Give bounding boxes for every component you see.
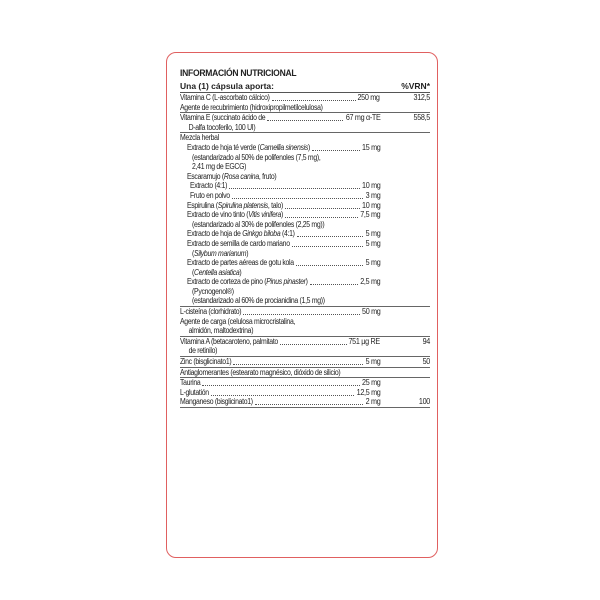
nutrient-amount: 250 mg: [357, 93, 380, 102]
dotted-leader: [202, 385, 359, 386]
nutrient-rows: [180, 93, 430, 408]
nutrient-name-continuation: almidón, maltodextrina): [188, 326, 254, 336]
nutrient-name-continuation: (estandarizado al 30% de polifenoles (2,25 mg)): [192, 219, 325, 229]
nutrient-name: Zinc (bisglicinato1): [180, 357, 232, 367]
nutrient-name-continuation: (Silybum marianum): [192, 248, 249, 258]
nutrient-row-mang: [180, 397, 430, 408]
nutrient-row-zinc: [180, 357, 430, 368]
serving-header: Una (1) cápsula aporta:: [180, 81, 274, 91]
nutrient-row-bulk: [180, 317, 430, 337]
nutrient-row-rose: [180, 172, 430, 182]
nutrient-name: Vitamina C (L-ascorbato cálcico): [180, 93, 270, 102]
nutrient-name: Extracto de hoja té verde (Camellia sinensis): [187, 142, 310, 152]
dotted-leader: [296, 265, 364, 266]
dotted-leader: [280, 344, 347, 345]
nutrient-amount: 5 mg: [365, 229, 380, 239]
nutrient-name: Vitamina E (succinato ácido de: [180, 113, 266, 123]
nutrient-name: Extracto de partes aéreas de gotu kola: [187, 258, 294, 268]
nutrient-name-continuation: D-alfa tocoferilo, 100 UI): [188, 122, 256, 132]
nutrient-name-continuation: (estandarizado al 60% de procianidina (1,5 mg)): [192, 296, 325, 306]
nutrient-vrn: 94: [422, 336, 430, 346]
dotted-leader: [285, 217, 358, 218]
nutrient-vrn: 558,5: [413, 113, 430, 123]
nutrient-amount: 7,5 mg: [359, 210, 380, 220]
nutrient-row-anti: [180, 368, 430, 379]
nutrient-amount: 10 mg: [361, 181, 380, 191]
dotted-leader: [232, 198, 363, 199]
nutrient-row-spir: [180, 201, 430, 211]
nutrient-name: Vitamina A (betacaroteno, palmitato: [180, 336, 278, 346]
nutrient-amount: 10 mg: [361, 200, 380, 210]
nutrient-name: L-glutatión: [180, 387, 209, 397]
nutrient-name-continuation: (Pycnogenol®): [192, 286, 234, 296]
nutrient-name: L-cisteína (clorhidrato): [180, 307, 242, 317]
nutrient-row-pine: [180, 277, 430, 307]
nutrient-vrn: 100: [418, 397, 430, 407]
nutrient-amount: 5 mg: [365, 238, 380, 248]
dotted-leader: [255, 404, 363, 405]
nutrient-name: Extracto de semilla de cardo mariano: [187, 238, 290, 248]
dotted-leader: [272, 100, 356, 101]
nutrient-vrn: 50: [422, 357, 430, 367]
nutrient-name: Espirulina (Spirulina platensis, talo): [187, 200, 284, 210]
nutrient-row-vitc: [180, 93, 430, 103]
nutrient-row-rose_pow: [180, 191, 430, 201]
dotted-leader: [267, 120, 343, 121]
nutrient-amount: 2,5 mg: [359, 277, 380, 287]
nutrient-row-cyst: [180, 307, 430, 317]
nutrient-name: Extracto de vino tinto (Vitis vinifera): [187, 210, 283, 220]
dotted-leader: [285, 208, 360, 209]
nutrient-amount: 12,5 mg: [356, 387, 380, 397]
nutrient-name: Escaramujo (Rosa canina, fruto): [187, 171, 277, 181]
dotted-leader: [310, 284, 358, 285]
nutrient-row-thistle: [180, 239, 430, 258]
nutrient-row-gotu: [180, 258, 430, 277]
dotted-leader: [229, 188, 359, 189]
nutrient-name-continuation: de retinilo): [188, 346, 218, 356]
nutrient-row-ginkgo: [180, 229, 430, 239]
nutrient-row-coat: [180, 103, 430, 114]
nutrient-amount: 5 mg: [365, 357, 380, 367]
nutrient-row-rose_ext: [180, 181, 430, 191]
dotted-leader: [292, 246, 364, 247]
nutrient-row-wine: [180, 210, 430, 229]
nutrient-row-tea: [180, 143, 430, 172]
label-title: INFORMACIÓN NUTRICIONAL: [180, 68, 297, 79]
nutrient-vrn: 312,5: [413, 93, 430, 102]
nutrient-row-glut: [180, 388, 430, 398]
dotted-leader: [297, 236, 364, 237]
nutrient-name: Taurina: [180, 378, 201, 388]
nutrient-name-continuation: (Centella asiatica): [192, 267, 242, 277]
nutrient-amount: 5 mg: [365, 258, 380, 268]
nutrient-amount: 67 mg α-TE: [345, 113, 380, 123]
nutrient-amount: 2 mg: [365, 397, 380, 407]
nutrient-row-taur: [180, 378, 430, 388]
nutrient-name: Antiaglomerantes (estearato magnésico, dióxido de silicio): [180, 367, 341, 377]
nutrient-name: Extracto (4:1): [190, 181, 228, 191]
nutrient-name: Extracto de corteza de pino (Pinus pinaster): [187, 277, 308, 287]
dotted-leader: [211, 395, 354, 396]
nutrient-amount: 751 µg RE: [348, 336, 380, 346]
nutrient-name: Fruto en polvo: [190, 190, 230, 200]
vrn-header: %VRN*: [401, 81, 430, 91]
dotted-leader: [312, 150, 360, 151]
table-header: [180, 80, 430, 93]
nutrient-name: Agente de recubrimiento (hidroxipropilmetilcelulosa): [180, 102, 323, 112]
nutrient-amount: 15 mg: [361, 142, 380, 152]
nutrient-name-continuation: 2,41 mg de EGCG): [192, 162, 247, 172]
dotted-leader: [233, 364, 363, 365]
nutrient-name: Mezcla herbal: [180, 133, 219, 143]
nutrition-table: [180, 67, 430, 408]
nutrient-amount: 3 mg: [365, 190, 380, 200]
nutrient-row-vita: [180, 337, 430, 357]
nutrient-name: Agente de carga (celulosa microcristalina,: [180, 316, 296, 326]
dotted-leader: [243, 314, 359, 315]
nutrient-row-mix: [180, 133, 430, 143]
nutrient-name: Manganeso (bisglicinato1): [180, 397, 253, 407]
nutrient-name: Extracto de hoja de Ginkgo biloba (4:1): [187, 229, 295, 239]
nutrient-amount: 25 mg: [361, 378, 380, 388]
nutrient-amount: 50 mg: [361, 307, 380, 317]
nutrient-row-vite: [180, 113, 430, 133]
nutrient-name-continuation: (estandarizado al 50% de polifenoles (7,5 mg),: [192, 152, 321, 162]
